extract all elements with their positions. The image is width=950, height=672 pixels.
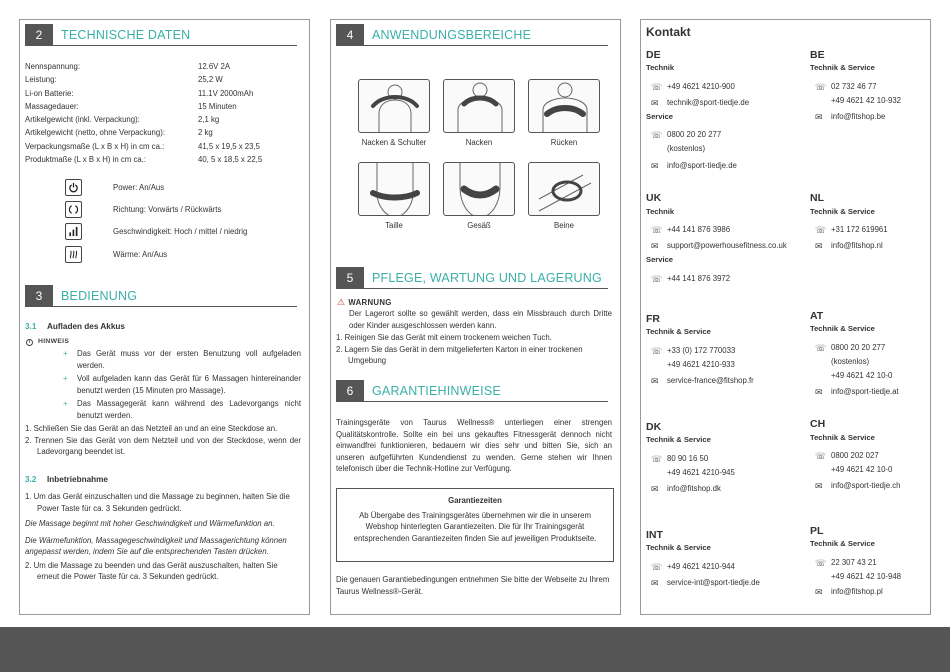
phone-number: 02 732 46 77 [831, 82, 877, 91]
list-item: 1. Reinigen Sie das Gerät mit einem trockenem weichen Tuch. [336, 333, 552, 342]
list-item: + Voll aufgeladen kann das Gerät für 6 Massagen hintereinander benutzt werden (15 Minuten pro Massage). [25, 373, 301, 396]
area-label: Gesäß [467, 221, 491, 230]
warning-label: WARNUNG [348, 298, 392, 307]
email-link[interactable]: info@fitshop.dk [667, 484, 721, 493]
country-code-dk: DK [646, 421, 662, 433]
mail-icon: ✉ [651, 578, 659, 588]
area-label: Beine [554, 221, 574, 230]
section-number: 2 [25, 24, 53, 46]
section-number: 4 [336, 24, 364, 46]
spec-value: 15 Minuten [198, 101, 237, 111]
warning-text: Der Lagerort sollte so gewählt werden, dass ein Missbrauch durch Dritte oder Kinder ausgeschlossen werden kann. [349, 309, 612, 330]
area-label: Nacken [465, 138, 493, 147]
spec-row [25, 153, 300, 166]
section-title: ANWENDUNGSBEREICHE [372, 28, 532, 42]
spec-key: Artikelgewicht (netto, ohne Verpackung): [25, 128, 165, 138]
phone-number: 22 307 43 21 [831, 558, 877, 567]
mail-icon: ✉ [815, 387, 823, 397]
spec-key: Li-on Batterie: [25, 88, 74, 98]
country-code-at: AT [810, 310, 824, 322]
list-item: + Das Gerät muss vor der ersten Benutzung voll aufgeladen werden. [25, 348, 301, 371]
subsection-title-startup [25, 475, 108, 484]
panel-contact [640, 19, 931, 615]
panel-application [330, 19, 621, 615]
spec-row [25, 113, 300, 126]
subsection-label: Inbetriebnahme [47, 475, 108, 484]
subsection-number: 3.2 [25, 475, 37, 484]
spec-row [25, 100, 300, 113]
mail-icon: ✉ [651, 161, 659, 171]
phone-icon: ☏ [651, 562, 663, 572]
phone-icon: ☏ [651, 274, 663, 284]
contact-group: Technik & Service [810, 324, 875, 333]
contact-group: Service [646, 112, 674, 121]
mail-icon: ✉ [815, 112, 823, 122]
area-label: Nacken & Schulter [361, 138, 427, 147]
spec-key: Massagedauer: [25, 101, 79, 111]
spec-row [25, 140, 300, 153]
section-number: 5 [336, 267, 364, 289]
spec-key: Produktmaße (L x B x H) in cm ca.: [25, 155, 147, 165]
country-code-pl: PL [810, 525, 824, 537]
area-label: Rücken [550, 138, 578, 147]
contact-group: Technik & Service [810, 63, 875, 72]
phone-number: +31 172 619961 [831, 225, 888, 234]
warranty-box [336, 488, 614, 562]
phone-icon: ☏ [651, 225, 663, 235]
subsection-label: Aufladen des Akkus [47, 322, 125, 331]
phone-icon: ☏ [815, 225, 827, 235]
phone-number: +49 4621 4210-945 [667, 468, 735, 477]
spec-key: Leistung: [25, 75, 57, 85]
country-code-fr: FR [646, 313, 660, 325]
section-number: 6 [336, 380, 364, 402]
phone-icon: ☏ [651, 82, 663, 92]
hint-label: HINWEIS [38, 338, 70, 345]
spec-value: 2 kg [198, 128, 213, 138]
spec-row [25, 126, 300, 139]
contact-group: Service [646, 255, 674, 264]
email-link[interactable]: service-int@sport-tiedje.de [667, 578, 760, 587]
spec-value: 25,2 W [198, 75, 223, 85]
contact-group: Technik & Service [646, 435, 711, 444]
illustration-legs [528, 162, 600, 216]
spec-key: Nennspannung: [25, 62, 81, 71]
area-label: Taille [385, 221, 403, 230]
spec-value: 41,5 x 19,5 x 23,5 [198, 141, 260, 151]
button-legend-label: Power: An/Aus [113, 183, 165, 192]
email-link[interactable]: info@fitshop.pl [831, 587, 883, 596]
spec-value: 12.6V 2A [198, 62, 231, 71]
country-code-int: INT [646, 529, 663, 541]
warranty-box-text: Ab Übergabe des Trainingsgerätes übernehmen wir die in unserem Webshop hinterlegten Garantiezeiten. Die für Ihr Trainingsgerät entsprechenden Garantiezeiten finden Sie auf jeweiligen Produktseite. [353, 510, 597, 543]
button-legend-heat [65, 246, 305, 266]
hint-heading [26, 338, 69, 346]
section-title: BEDIENUNG [61, 289, 138, 303]
illustration-back [528, 79, 600, 133]
phone-icon: ☏ [815, 343, 827, 353]
phone-number: +49 4621 42 10-948 [831, 572, 902, 581]
spec-row [25, 73, 300, 86]
contact-group: Technik & Service [810, 433, 875, 442]
contact-group: Technik & Service [646, 543, 711, 552]
heat-icon [65, 246, 82, 263]
contact-title: Kontakt [646, 25, 691, 39]
phone-number: +44 141 876 3972 [667, 274, 731, 283]
phone-number: 0800 20 20 277 [667, 130, 722, 139]
phone-icon: ☏ [651, 130, 663, 140]
warranty-footer-text: Die genauen Garantiebedingungen entnehmen Sie bitte der Webseite zu Ihrem Taurus Wellness®-Gerät. [336, 575, 610, 596]
country-code-de: DE [646, 49, 661, 61]
email-link[interactable]: info@fitshop.be [831, 112, 886, 121]
panel-technical-data [19, 19, 310, 615]
list-item: + Das Massagegerät kann während des Ladevorgangs nicht benutzt werden. [25, 398, 301, 421]
country-code-uk: UK [646, 192, 662, 204]
mail-icon: ✉ [651, 484, 659, 494]
section-header-anwendung [336, 24, 608, 46]
button-legend-label: Richtung: Vorwärts / Rückwärts [113, 205, 222, 214]
phone-icon: ☏ [815, 82, 827, 92]
phone-icon: ☏ [815, 558, 827, 568]
illustration-buttocks [443, 162, 515, 216]
spec-table [25, 60, 300, 166]
phone-number: 0800 20 20 277 [831, 343, 886, 352]
phone-number: +49 4621 42 10-0 [831, 465, 893, 474]
italic-note: Die Wärmefunktion, Massagegeschwindigkeit und Massagerichtung können angepasst werden, indem Sie auf die entsprechenden Tasten drücken. [25, 535, 287, 556]
phone-number: +49 4621 4210-900 [667, 82, 735, 91]
illustration-waist [358, 162, 430, 216]
italic-note: Die Massage beginnt mit hoher Geschwindigkeit und Wärmefunktion an. [25, 519, 275, 528]
spec-key: Artikelgewicht (inkl. Verpackung): [25, 115, 140, 125]
contact-group: Technik & Service [810, 539, 875, 548]
spec-value: 2,1 kg [198, 115, 220, 125]
button-legend-power [65, 179, 305, 199]
spec-row [25, 87, 300, 100]
email-link[interactable]: info@sport-tiedje.ch [831, 481, 901, 490]
phone-number: +49 4621 4210-944 [667, 562, 735, 571]
startup-steps [25, 491, 301, 583]
section-header-technische-daten [25, 24, 297, 46]
info-icon: i [26, 339, 33, 346]
section-header-pflege [336, 267, 608, 289]
phone-icon: ☏ [651, 454, 663, 464]
phone-icon: ☏ [815, 451, 827, 461]
care-steps [336, 332, 612, 367]
list-item: 1. Schließen Sie das Gerät an das Netzteil an und an eine Steckdose an. [25, 424, 278, 433]
email-link[interactable]: service-france@fitshop.fr [667, 376, 754, 385]
subsection-number: 3.1 [25, 322, 37, 331]
footer-bar [0, 627, 950, 672]
contact-group: Technik [646, 207, 675, 216]
list-item: 2. Trennen Sie das Gerät von dem Netzteil und von der Steckdose, wenn der Ladevorgang beendet ist. [25, 435, 301, 456]
phone-number: +49 4621 4210-933 [667, 360, 735, 369]
list-item: 2. Um die Massage zu beenden und das Gerät auszuschalten, halten Sie erneut die Power Taste für ca. 3 Sekunden gedrückt. [25, 560, 278, 581]
mail-icon: ✉ [651, 241, 659, 251]
button-legend-speed [65, 223, 305, 243]
phone-number: +44 141 876 3986 [667, 225, 731, 234]
email-link[interactable]: technik@sport-tiedje.de [667, 98, 750, 107]
mail-icon: ✉ [651, 376, 659, 386]
spec-key: Verpackungsmaße (L x B x H) in cm ca.: [25, 141, 165, 151]
warning-heading [337, 297, 392, 308]
phone-note: (kostenlos) [831, 357, 870, 366]
warranty-box-title: Garantiezeiten [448, 496, 502, 505]
section-number: 3 [25, 285, 53, 307]
country-code-be: BE [810, 49, 825, 61]
spec-row [25, 60, 300, 73]
section-title: TECHNISCHE DATEN [61, 28, 191, 42]
phone-icon: ☏ [651, 346, 663, 356]
direction-icon [65, 201, 82, 218]
warranty-text: Trainingsgeräte von Taurus Wellness® unterliegen einer strengen Qualitätskontrolle. Sollte ein bei uns gekauftes Fitnessgerät dennoch nicht einwandfrei funktionieren, bedauern wir dies sehr und bitten Sie, sich an unseren aufgeführten Kundendienst zu wenden. Gerne stehen wir Ihnen telefonisch über die Technik-Hotline zur Verfügung. [336, 418, 612, 473]
power-icon [65, 179, 82, 196]
section-title: PFLEGE, WARTUNG UND LAGERUNG [372, 271, 602, 285]
list-item: 2. Lagern Sie das Gerät in dem mitgelieferten Karton in einer trockenen Umgebung [336, 344, 583, 365]
phone-number: +49 4621 42 10-0 [831, 371, 893, 380]
spec-value: 11.1V 2000mAh [198, 88, 254, 98]
email-link[interactable]: info@sport-tiedje.de [667, 161, 737, 170]
country-code-nl: NL [810, 192, 824, 204]
mail-icon: ✉ [815, 587, 823, 597]
country-code-ch: CH [810, 418, 826, 430]
mail-icon: ✉ [815, 241, 823, 251]
mail-icon: ✉ [651, 98, 659, 108]
phone-number: +49 4621 42 10-932 [831, 96, 902, 105]
phone-number: 80 90 16 50 [667, 454, 709, 463]
subsection-title-charging [25, 322, 125, 331]
hint-bullets [25, 348, 301, 458]
mail-icon: ✉ [815, 481, 823, 491]
contact-group: Technik [646, 63, 675, 72]
phone-number: +33 (0) 172 770033 [667, 346, 736, 355]
contact-group: Technik & Service [810, 207, 875, 216]
list-item: 1. Um das Gerät einzuschalten und die Massage zu beginnen, halten Sie die Power Taste für ca. 3 Sekunden gedrückt. [25, 492, 290, 513]
email-link[interactable]: info@sport-tiedje.at [831, 387, 899, 396]
email-link[interactable]: support@powerhousefitness.co.uk [667, 241, 787, 250]
warning-icon: ⚠ [337, 297, 346, 307]
email-link[interactable]: info@fitshop.nl [831, 241, 883, 250]
phone-number: 0800 202 027 [831, 451, 879, 460]
button-legend-direction [65, 201, 305, 221]
illustration-neck-shoulder [358, 79, 430, 133]
section-header-bedienung [25, 285, 297, 307]
illustration-neck [443, 79, 515, 133]
contact-group: Technik & Service [646, 327, 711, 336]
section-title: GARANTIEHINWEISE [372, 384, 501, 398]
section-header-garantie [336, 380, 608, 402]
spec-value: 40, 5 x 18,5 x 22,5 [198, 155, 263, 165]
button-legend-label: Geschwindigkeit: Hoch / mittel / niedrig [113, 227, 248, 236]
button-legend-label: Wärme: An/Aus [113, 250, 168, 259]
phone-note: (kostenlos) [667, 144, 706, 153]
speed-icon [65, 223, 82, 240]
